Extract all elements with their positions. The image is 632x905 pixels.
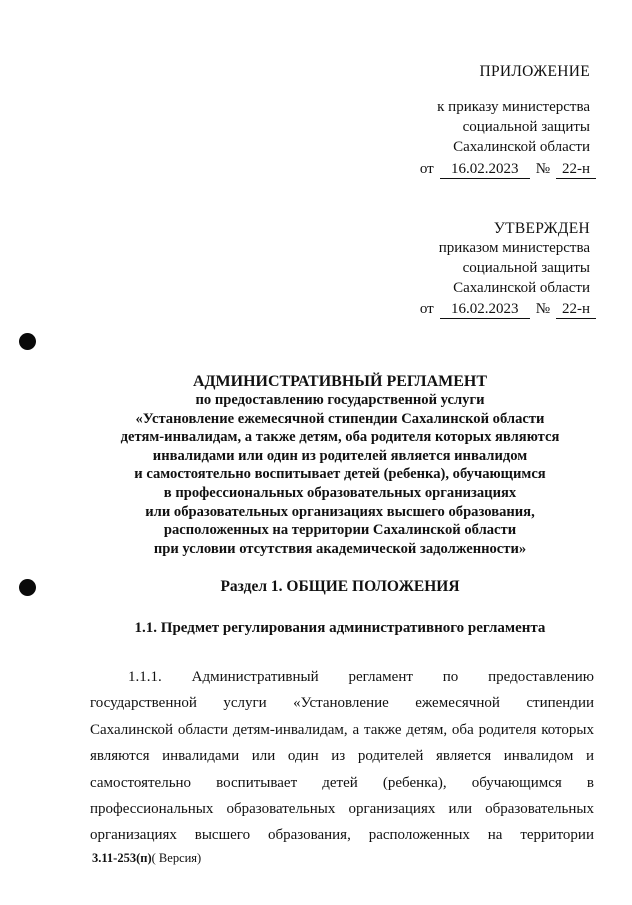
from-label: от <box>419 301 434 317</box>
regulation-subtitle-line: «Установление ежемесячной стипендии Сахалинской области <box>135 410 545 427</box>
approved-line: Сахалинской области <box>453 280 590 296</box>
order-number: 22-н <box>556 301 596 319</box>
regulation-subtitle-line: и самостоятельно воспитывает детей (ребенка), обучающимся <box>134 466 546 483</box>
regulation-title: АДМИНИСТРАТИВНЫЙ РЕГЛАМЕНТ <box>192 373 488 390</box>
appendix-line: Сахалинской области <box>453 139 590 155</box>
regulation-subtitle <box>60 391 620 558</box>
paragraph-line: самостоятельно воспитывает детей (ребенка), обучающимся в <box>90 774 594 791</box>
appendix-reference <box>437 97 590 157</box>
section-title: Раздел 1. ОБЩИЕ ПОЛОЖЕНИЯ <box>220 578 460 595</box>
document-code: 3.11-253(п) <box>92 851 152 865</box>
regulation-subtitle-line: или образовательных организациях высшего образования, <box>145 503 535 520</box>
approved-line: приказом министерства <box>438 240 590 256</box>
order-number: 22-н <box>556 161 596 179</box>
appendix-order-line <box>420 161 596 179</box>
order-date: 16.02.2023 <box>440 161 530 179</box>
appendix-line: к приказу министерства <box>437 99 590 115</box>
number-label: № <box>535 161 550 177</box>
punch-hole-top <box>19 333 36 350</box>
regulation-subtitle-line: в профессиональных образовательных организациях <box>163 484 517 501</box>
approved-line: социальной защиты <box>462 260 590 276</box>
regulation-subtitle-line: расположенных на территории Сахалинской области <box>163 522 517 539</box>
paragraph-line: профессиональных образовательных организациях или образовательных <box>90 800 594 817</box>
paragraph-line: организациях высшего образования, расположенных на территории <box>90 827 594 844</box>
approved-reference <box>439 238 590 298</box>
appendix-title: ПРИЛОЖЕНИЕ <box>479 63 590 80</box>
regulation-subtitle-line: детям-инвалидам, а также детям, оба родителя которых являются <box>120 429 560 446</box>
paragraph-line: государственной услуги «Установление ежемесячной стипендии <box>90 695 594 712</box>
order-date: 16.02.2023 <box>440 301 530 319</box>
subsection-title: 1.1. Предмет регулирования административного регламента <box>134 620 546 636</box>
paragraph-line: 1.1.1. Административный регламент по предоставлению <box>128 669 594 685</box>
document-version: ( Версия) <box>151 851 202 865</box>
approved-order-line <box>420 301 596 319</box>
footer <box>92 851 201 866</box>
paragraph <box>90 664 594 849</box>
regulation-subtitle-line: при условии отсутствия академической задолженности» <box>153 540 527 557</box>
paragraph-line: являются инвалидами или один из родителей является инвалидом и <box>90 748 594 765</box>
paragraph-line: Сахалинской области детям-инвалидам, а также детям, оба родителя которых <box>90 721 594 738</box>
regulation-subtitle-line: инвалидами или один из родителей является инвалидом <box>152 447 528 464</box>
number-label: № <box>535 301 550 317</box>
appendix-line: социальной защиты <box>462 119 590 135</box>
punch-hole-bottom <box>19 579 36 596</box>
from-label: от <box>419 161 434 177</box>
approved-title: УТВЕРЖДЕН <box>493 220 590 237</box>
regulation-subtitle-line: по предоставлению государственной услуги <box>195 392 485 408</box>
